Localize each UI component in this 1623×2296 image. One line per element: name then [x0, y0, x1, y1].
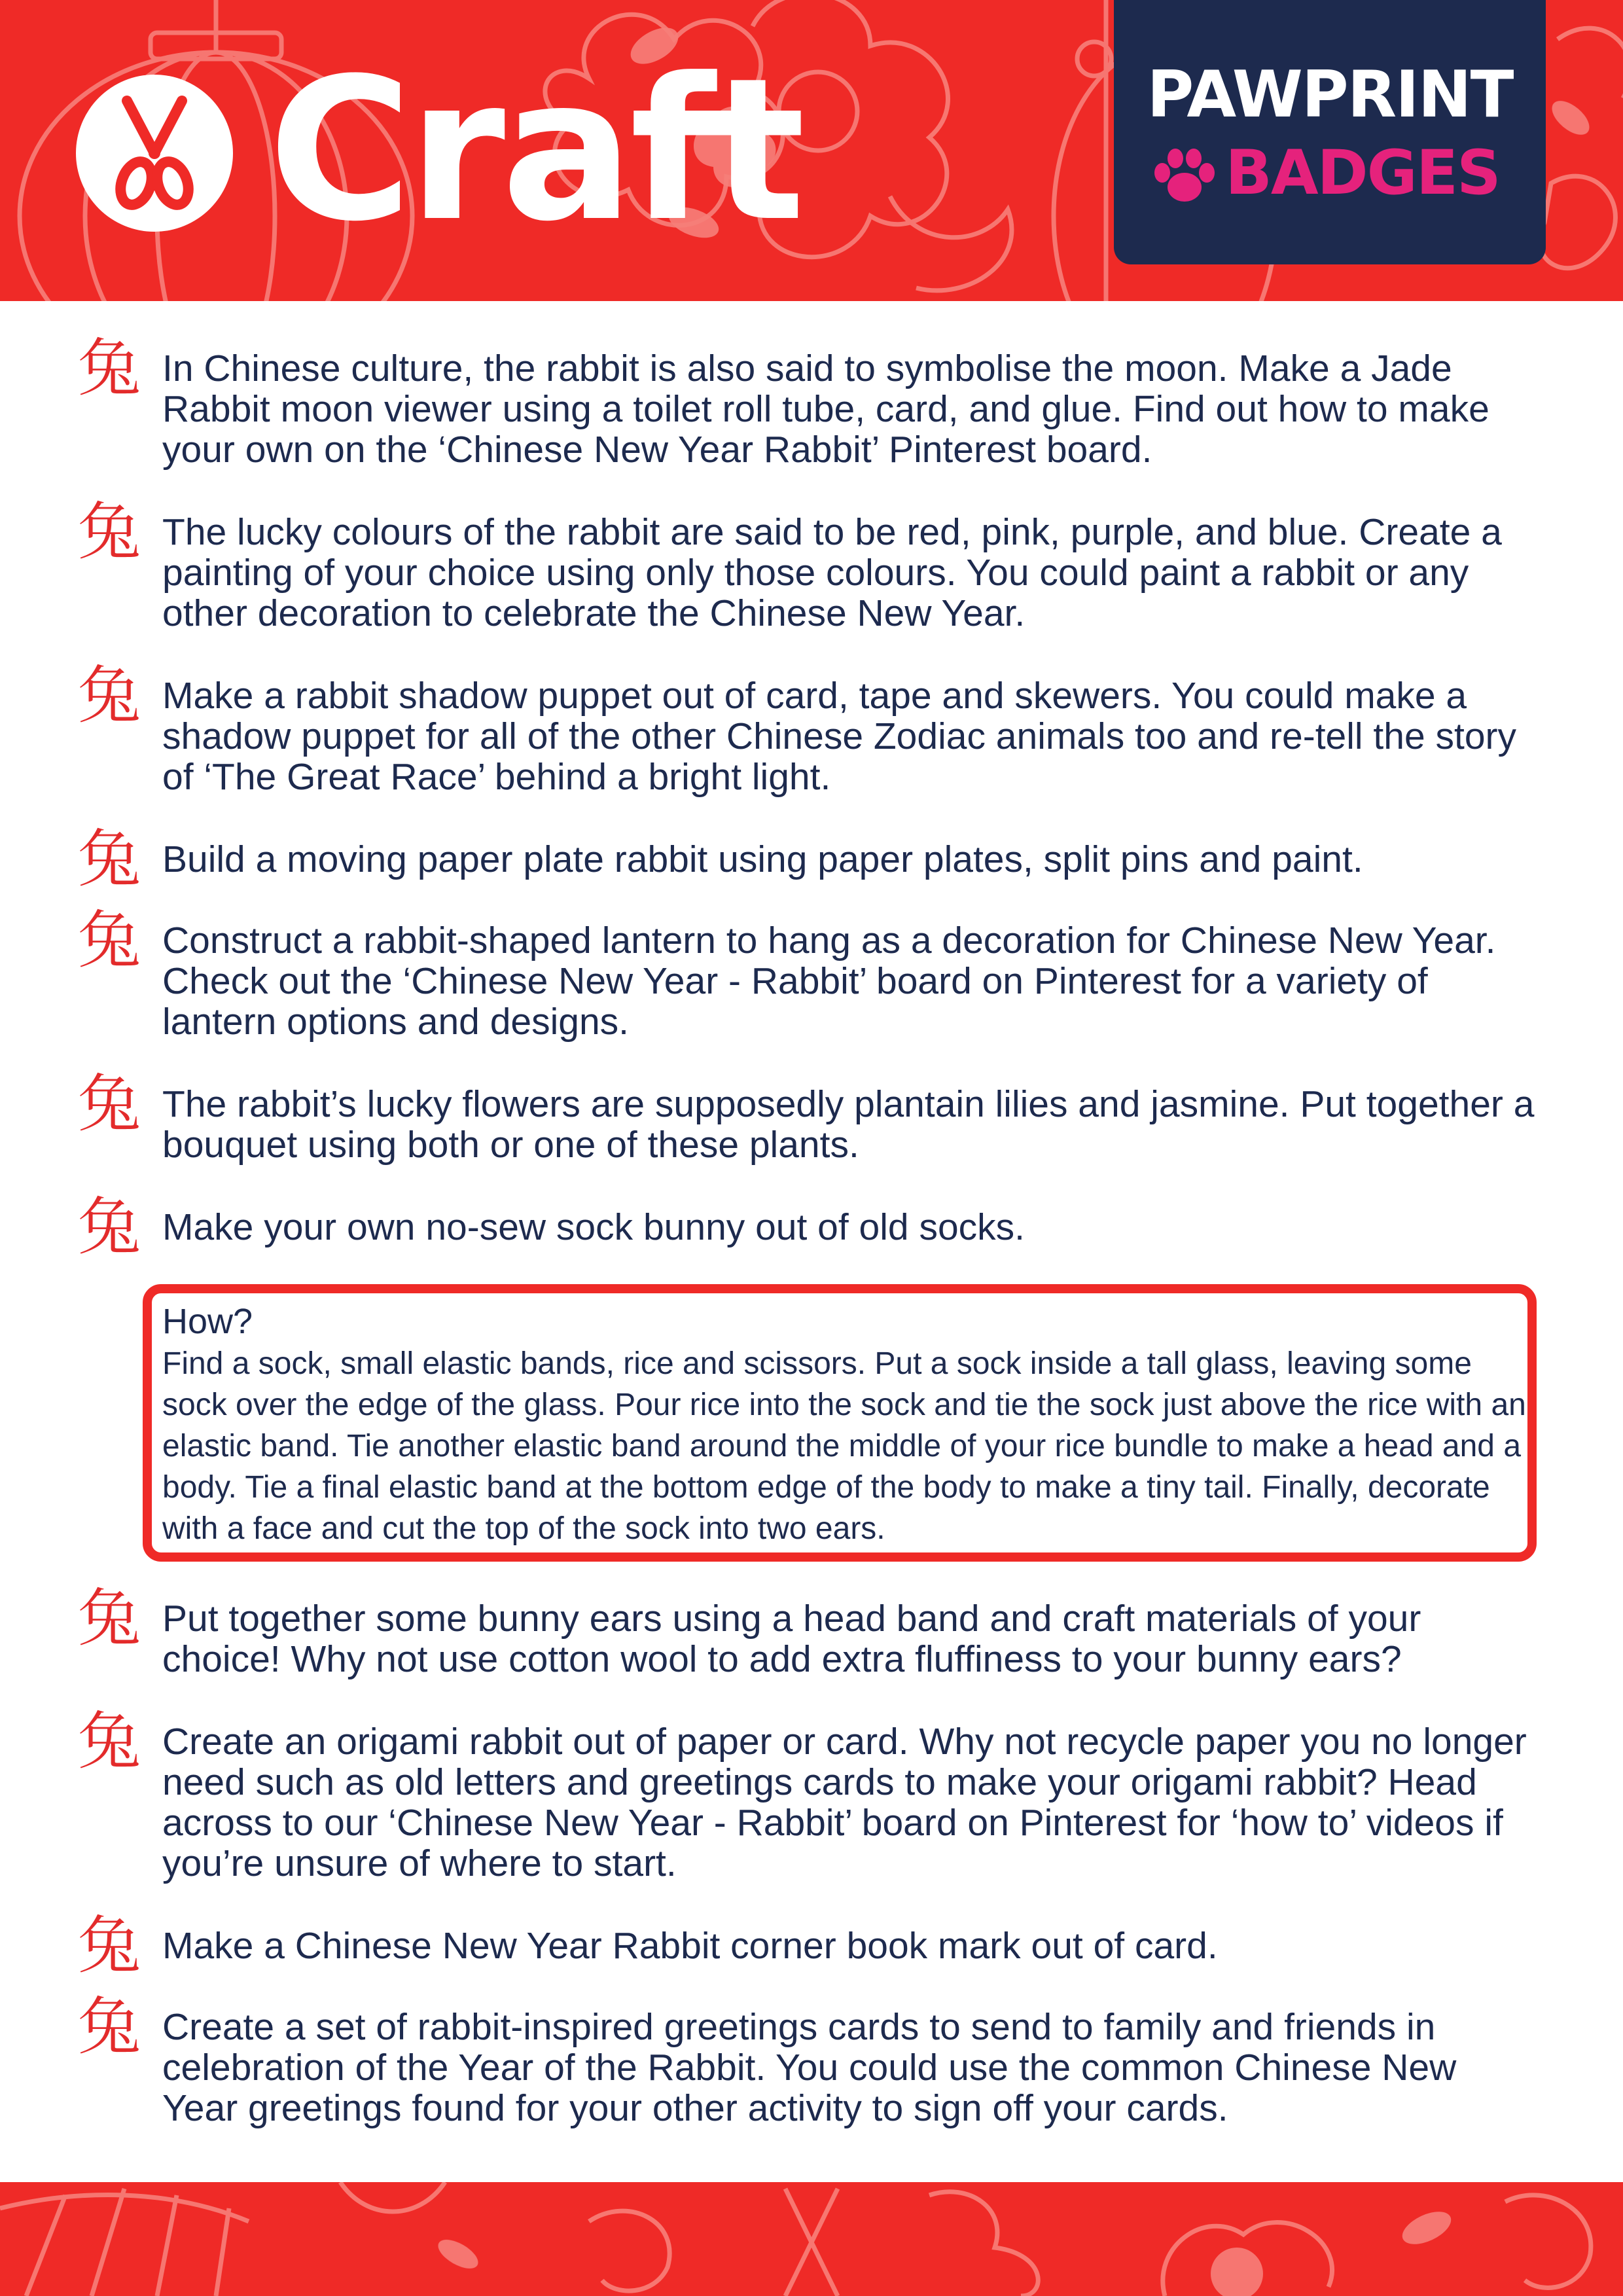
list-item: Make your own no-sew sock bunny out of old socks. [162, 1206, 1025, 1248]
rabbit-character-bullet: 兔 [78, 1909, 141, 1982]
scissors-badge [76, 75, 233, 232]
fan-flower-pattern [0, 2182, 1623, 2296]
rabbit-character-bullet: 兔 [78, 904, 141, 977]
list-item: Put together some bunny ears using a head band and craft materials of your choice! Why not use cotton wool to add extra fluffiness to your bunny ears? [162, 1598, 1421, 1680]
list-item: Create a set of rabbit-inspired greetings cards to send to family and friends in celebration of the Year of the Rabbit. You could use the common Chinese New Year greetings found for your other activity to sign off your cards. [162, 2006, 1457, 2129]
list-item: In Chinese culture, the rabbit is also said to symbolise the moon. Make a Jade Rabbit moon viewer using a toilet roll tube, card, and glue. Find out how to make your own on the ‘Chinese New Year Rabbit’ Pinterest board. [162, 348, 1489, 471]
how-instructions: Find a sock, small elastic bands, rice and scissors. Put a sock inside a tall glass, leaving some sock over the edge of the glass. Pour rice into the sock and tie the sock just above the rice with an elastic band. Tie another elastic band around the middle of your rice bundle to make a head and a body. Tie a final elastic band at the bottom edge of the body to make a tiny tail. Finally, decorate with a face and cut the top of the sock into two ears. [162, 1346, 1526, 1546]
list-item: Make a rabbit shadow puppet out of card, tape and skewers. You could make a shadow puppet for all of the other Chinese Zodiac animals too and re-tell the story of ‘The Great Race’ behind a bright light. [162, 675, 1517, 798]
list-item: The lucky colours of the rabbit are said to be red, pink, purple, and blue. Create a painting of your choice using only those colours. You could paint a rabbit or any other decoration to celebrate the Chinese New Year. [162, 511, 1502, 634]
rabbit-character-bullet: 兔 [78, 332, 141, 405]
pawprint-badges-logo [1114, 0, 1546, 264]
logo-line-badges: BADGES [1225, 137, 1500, 209]
rabbit-character-bullet: 兔 [78, 1705, 141, 1778]
how-title: How? [162, 1302, 253, 1341]
rabbit-character-bullet: 兔 [78, 1582, 141, 1655]
list-item: The rabbit’s lucky flowers are supposedly plantain lilies and jasmine. Put together a bouquet using both or one of these plants. [162, 1083, 1535, 1166]
list-item: Create an origami rabbit out of paper or card. Why not recycle paper you no longer need such as old letters and greetings cards to make your origami rabbit? Head across to our ‘Chinese New Year - Rabbit’ board on Pinterest for ‘how to’ videos if you’re unsure of where to start. [162, 1721, 1527, 1884]
rabbit-character-bullet: 兔 [78, 1067, 141, 1141]
rabbit-character-bullet: 兔 [78, 659, 141, 732]
list-item: Construct a rabbit-shaped lantern to hang as a decoration for Chinese New Year. Check out the ‘Chinese New Year - Rabbit’ board on Pinterest for a variety of lantern options and designs. [162, 920, 1496, 1043]
header-banner [0, 0, 1623, 301]
footer-banner [0, 2182, 1623, 2296]
rabbit-character-bullet: 兔 [78, 823, 141, 896]
list-item: Build a moving paper plate rabbit using paper plates, split pins and paint. [162, 838, 1363, 880]
scissors-icon [76, 75, 233, 232]
rabbit-character-bullet: 兔 [78, 1191, 141, 1264]
logo-line-pawprint: PAWPRINT [1147, 58, 1513, 132]
rabbit-character-bullet: 兔 [78, 1990, 141, 2064]
rabbit-character-bullet: 兔 [78, 495, 141, 569]
page-title: Craft [268, 36, 802, 264]
list-item: Make a Chinese New Year Rabbit corner book mark out of card. [162, 1925, 1218, 1967]
